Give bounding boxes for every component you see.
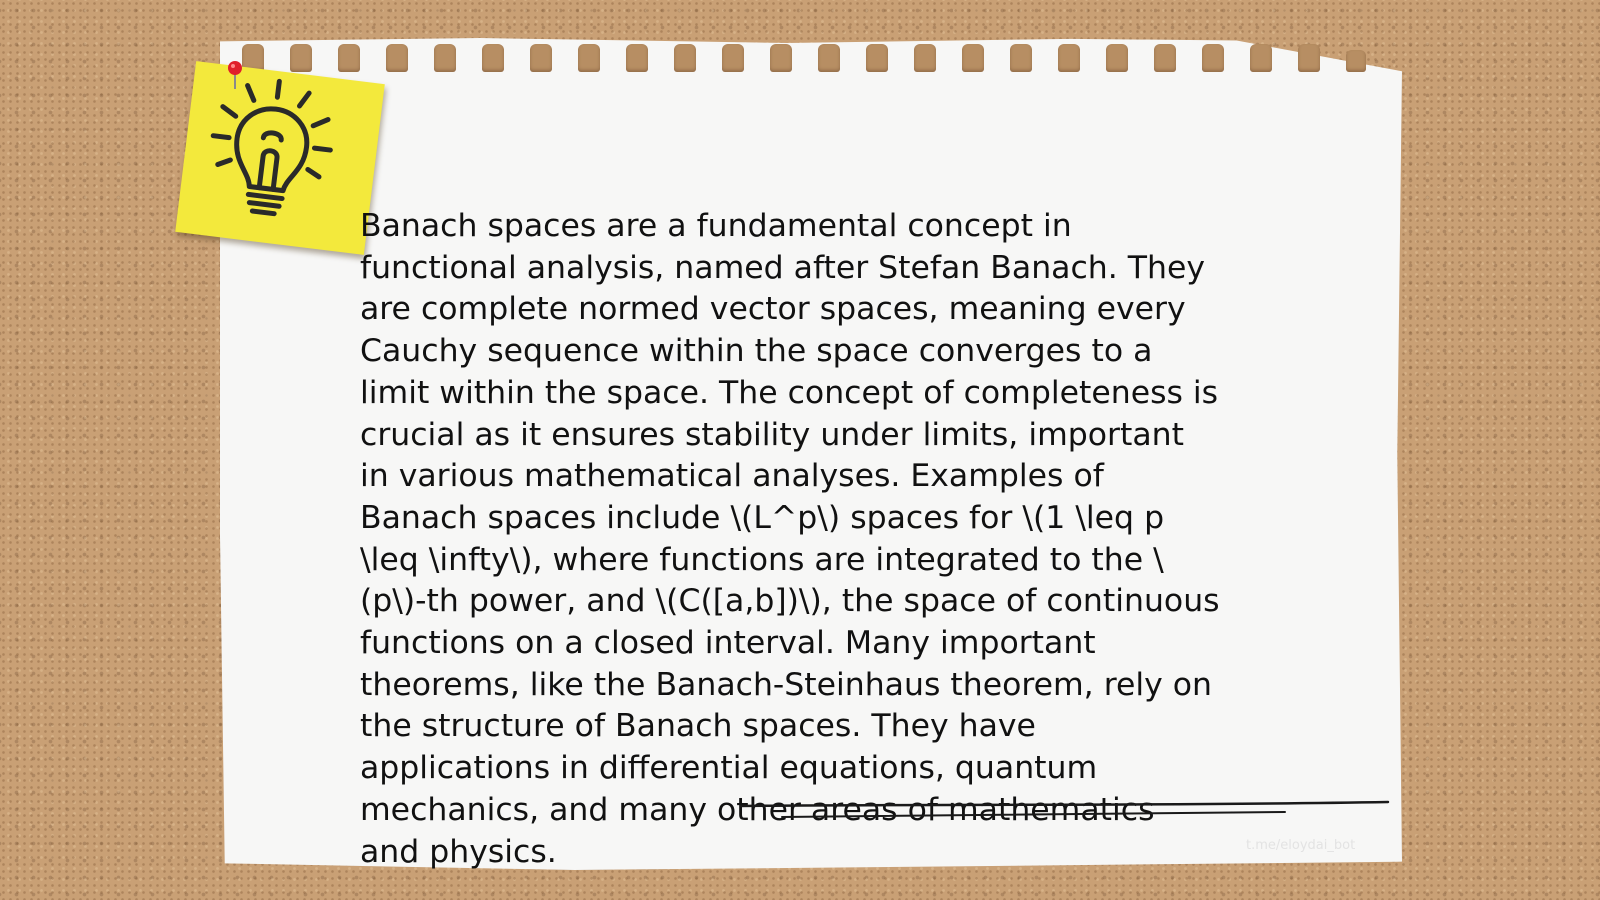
binding-hole — [1154, 44, 1176, 72]
binding-hole — [626, 44, 648, 72]
binding-hole — [290, 44, 312, 72]
binding-hole — [962, 44, 984, 72]
binding-hole — [674, 44, 696, 72]
binding-hole — [530, 44, 552, 72]
watermark: t.me/eloydai_bot — [1246, 838, 1356, 853]
binding-hole — [1346, 50, 1366, 72]
binding-hole — [1250, 44, 1272, 72]
sticky-note — [175, 61, 385, 255]
slide-body-text: Banach spaces are a fundamental concept in functional analysis, named after Stefan Banach. They are complete normed vector spaces, meaning every Cauchy sequence within the space converges to a limit within the space. The concept of completeness is crucial as it ensures stability under limits, important in various mathematical analyses. Examples of Banach spaces include \(L^p\) spaces for \(1 \leq p \leq \infty\), where functions are integrated to the \ (p\)-th power, and \(C([a,b])\), the space of continuous functions on a closed interval. Many important theorems, like the Banach-Steinhaus theorem, rely on the structure of Banach spaces. They have applications in differential equations, quantum mechanics, and many other areas of mathematics and physics. — [360, 208, 1220, 870]
binding-hole — [386, 44, 408, 72]
binding-hole — [1202, 44, 1224, 72]
binding-hole — [434, 44, 456, 72]
lightbulb-icon — [197, 69, 344, 234]
binding-hole — [722, 44, 744, 72]
binding-hole — [914, 44, 936, 72]
binding-hole — [482, 44, 504, 72]
binding-hole — [1298, 44, 1320, 72]
binding-hole — [1058, 44, 1080, 72]
binding-hole — [866, 44, 888, 72]
spiral-holes — [242, 44, 1382, 76]
binding-hole — [770, 44, 792, 72]
binding-hole — [1010, 44, 1032, 72]
binding-hole — [818, 44, 840, 72]
push-pin-icon — [226, 60, 244, 90]
binding-hole — [1106, 44, 1128, 72]
binding-hole — [338, 44, 360, 72]
binding-hole — [578, 44, 600, 72]
